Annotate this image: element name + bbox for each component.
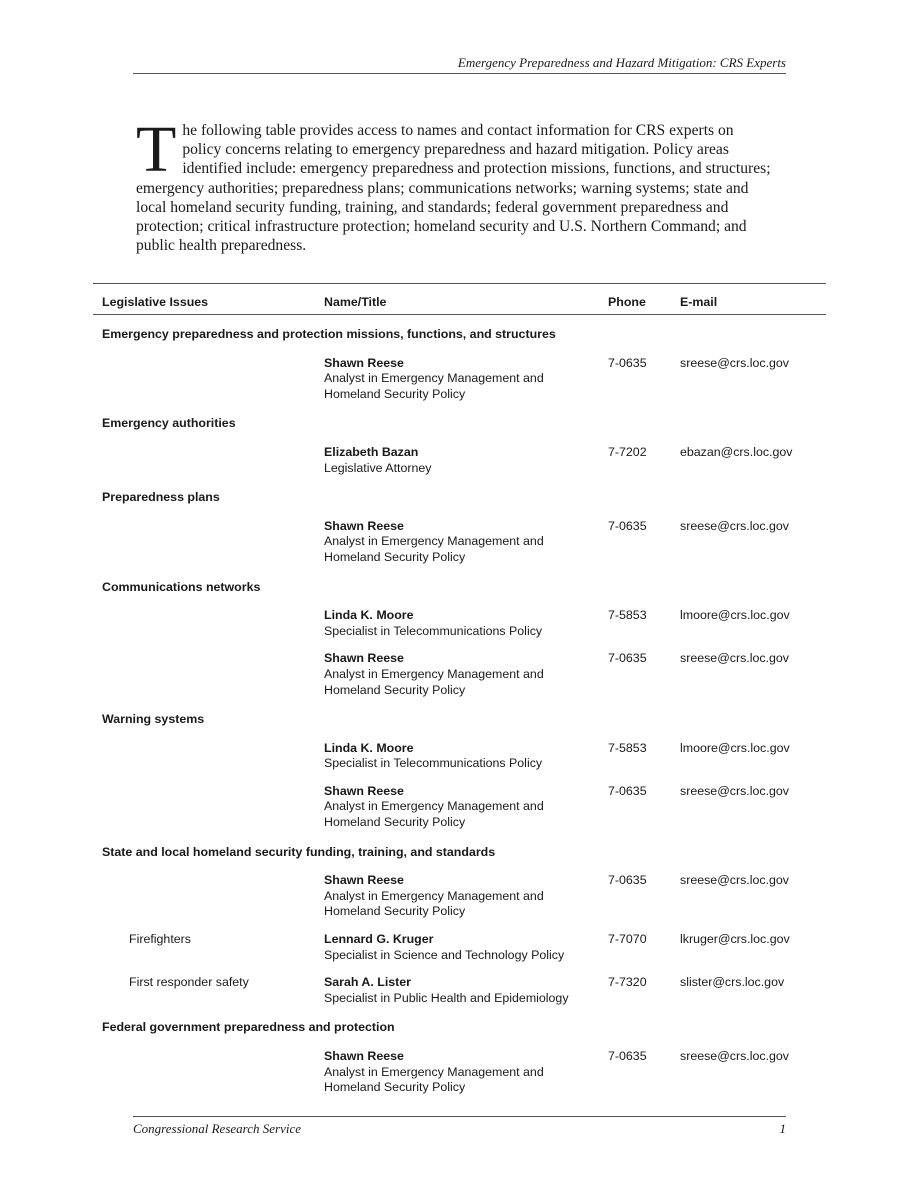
expert-row [93,968,826,1011]
expert-name: Shawn Reese [324,355,404,370]
running-footer [133,1116,786,1137]
expert-name: Linda K. Moore [324,608,414,623]
expert-email: sreese@crs.loc.gov [680,518,789,533]
expert-title-line: Analyst in Emergency Management and [324,888,544,903]
expert-cell [315,1042,599,1101]
expert-cell [315,734,599,777]
expert-cell [315,968,599,1011]
expert-phone: 7-7202 [608,444,647,459]
drop-cap: T [136,113,177,186]
category-label: Emergency preparedness and protection missions, functions, and structures [102,327,556,341]
expert-row [93,601,826,644]
category-row [93,703,826,734]
table-header-row [93,284,826,315]
expert-title-line: Homeland Security Policy [324,386,466,401]
category-row [93,836,826,867]
expert-phone: 7-0635 [608,783,647,798]
expert-name: Shawn Reese [324,1049,404,1063]
expert-cell [315,601,599,644]
expert-title-line: Homeland Security Policy [324,904,466,919]
expert-email: sreese@crs.loc.gov [680,783,789,798]
category-row [93,407,826,438]
expert-email: sreese@crs.loc.gov [680,651,789,666]
category-row [93,481,826,512]
sub-issue-label [93,349,315,408]
expert-name: Lennard G. Kruger [324,932,434,947]
expert-title-line: Specialist in Science and Technology Policy [324,947,565,962]
expert-email: ebazan@crs.loc.gov [680,444,793,459]
expert-title-line: Analyst in Emergency Management and [324,799,544,814]
experts-table [93,283,826,1101]
expert-row [93,349,826,408]
intro-paragraph [136,113,776,255]
expert-phone: 7-7070 [608,932,647,947]
category-label: Emergency authorities [102,416,236,431]
sub-issue-label [93,777,315,836]
running-header: Emergency Preparedness and Hazard Mitigation: CRS Experts [133,55,786,74]
column-header-name: Name/Title [315,284,599,315]
expert-phone: 7-5853 [608,740,647,755]
expert-email: sreese@crs.loc.gov [680,355,789,370]
expert-title-line: Analyst in Emergency Management and [324,371,544,386]
category-row [93,1011,826,1042]
expert-row [93,438,826,481]
category-label: Federal government preparedness and protection [102,1020,395,1035]
column-header-issues: Legislative Issues [93,284,315,315]
expert-title-line: Homeland Security Policy [324,815,466,830]
expert-name: Shawn Reese [324,518,404,533]
category-row [93,315,826,349]
sub-issue-label [93,866,315,925]
sub-issue-label: Firefighters [129,932,191,947]
sub-issue-label: First responder safety [129,975,249,990]
category-label: Warning systems [102,712,205,727]
page-number: 1 [779,1121,786,1136]
expert-title-line: Homeland Security Policy [324,549,466,564]
expert-title-line: Specialist in Public Health and Epidemiology [324,990,569,1005]
expert-title-line: Specialist in Telecommunications Policy [324,623,543,638]
expert-row [93,644,826,703]
expert-phone: 7-7320 [608,975,647,990]
sub-issue-label [93,438,315,481]
expert-cell [315,512,599,571]
expert-title-line: Homeland Security Policy [324,1080,466,1095]
category-row [93,571,826,602]
expert-cell [315,925,599,968]
expert-title-line: Analyst in Emergency Management and [324,1064,544,1079]
expert-row [93,1042,826,1101]
expert-name: Shawn Reese [324,651,404,666]
category-label: Preparedness plans [102,490,220,505]
expert-title-line: Homeland Security Policy [324,682,466,697]
expert-email: lmoore@crs.loc.gov [680,608,790,623]
expert-name: Shawn Reese [324,783,404,798]
column-header-phone: Phone [599,284,671,315]
expert-row [93,777,826,836]
expert-phone: 7-5853 [608,608,647,623]
column-header-email: E-mail [671,284,826,315]
expert-phone: 7-0635 [608,518,647,533]
expert-phone: 7-0635 [608,873,647,888]
expert-email: lmoore@crs.loc.gov [680,740,790,755]
expert-cell [315,866,599,925]
expert-phone: 7-0635 [608,1049,647,1063]
sub-issue-label [93,1042,315,1101]
expert-row [93,734,826,777]
category-label: Communications networks [102,579,261,594]
expert-email: sreese@crs.loc.gov [680,873,789,888]
expert-title-line: Analyst in Emergency Management and [324,534,544,549]
sub-issue-label [93,512,315,571]
expert-cell [315,438,599,481]
expert-row [93,925,826,968]
expert-title-line: Legislative Attorney [324,460,432,475]
expert-email: sreese@crs.loc.gov [680,1049,789,1063]
expert-title-line: Analyst in Emergency Management and [324,666,544,681]
expert-cell [315,644,599,703]
sub-issue-label [93,601,315,644]
expert-cell [315,777,599,836]
expert-cell [315,349,599,408]
expert-phone: 7-0635 [608,355,647,370]
expert-email: lkruger@crs.loc.gov [680,932,790,947]
table-body [93,315,826,1101]
category-label: State and local homeland security funding, training, and standards [102,844,496,859]
expert-phone: 7-0635 [608,651,647,666]
intro-text: he following table provides access to names and contact information for CRS experts on policy concerns relating to emergency preparedness and hazard mitigation. Policy areas identified include: emergency preparedness and protection missions, functions, and structures; emergency authorities; preparedness plans; communications networks; warning systems; state and local homeland security funding, training, and standards; federal government preparedness and protection; critical infrastructure protection; homeland security and U.S. Northern Command; and public health preparedness. [136,122,771,255]
expert-title-line: Specialist in Telecommunications Policy [324,756,543,771]
expert-name: Shawn Reese [324,873,404,888]
sub-issue-label [93,734,315,777]
expert-name: Elizabeth Bazan [324,444,419,459]
expert-row [93,866,826,925]
footer-publisher: Congressional Research Service [133,1121,301,1136]
sub-issue-label [93,644,315,703]
expert-name: Sarah A. Lister [324,975,411,990]
expert-name: Linda K. Moore [324,740,414,755]
expert-email: slister@crs.loc.gov [680,975,785,990]
expert-row [93,512,826,571]
